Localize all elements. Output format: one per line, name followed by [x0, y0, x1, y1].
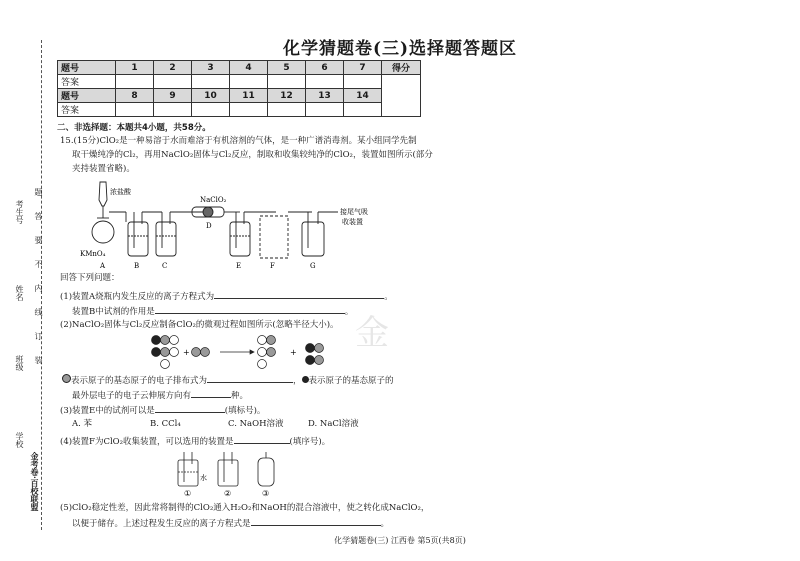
table-cell: 11 — [230, 89, 268, 103]
blank[interactable] — [155, 304, 345, 314]
part1-text: (1)装置A烧瓶内发生反应的离子方程式为 — [60, 292, 215, 302]
label-exam-no: 考生号 — [15, 200, 24, 224]
answer-cell[interactable] — [154, 103, 192, 117]
bottle-e — [230, 222, 250, 256]
part4-line — [60, 434, 330, 449]
answer-cell[interactable] — [154, 75, 192, 89]
answer-cell[interactable] — [306, 75, 344, 89]
label-school: 学校 — [15, 432, 24, 448]
circled-2: ② — [224, 489, 232, 498]
answer-cell[interactable] — [344, 75, 382, 89]
score-cell[interactable] — [382, 75, 421, 117]
letter-f: F — [270, 262, 275, 270]
flask-a — [92, 221, 114, 243]
part2-text: (2)NaClO₂固体与Cl₂反应制备ClO₂的微观过程如图所示(忽略半径大小)。 — [60, 320, 339, 330]
answer-cell[interactable] — [116, 75, 154, 89]
blank[interactable] — [251, 516, 381, 526]
option-c: C. NaOH溶液 — [228, 419, 284, 429]
label-class: 班级 — [15, 355, 24, 371]
bottle-g — [302, 222, 324, 256]
part2-line1a: 表示原子的基态原子的电子排布式为 — [71, 376, 208, 386]
table-cell: 12 — [268, 89, 306, 103]
svg-text:+: + — [183, 348, 190, 357]
score-label: 得分 — [382, 61, 421, 75]
blank[interactable] — [207, 373, 293, 383]
black-atom-icon — [302, 376, 309, 383]
part2-line2-text: 最外层电子的电子云伸展方向有 — [72, 391, 192, 401]
part5-text: 以便于储存。上述过程发生反应的离子方程式是 — [72, 519, 251, 529]
blank[interactable] — [155, 403, 225, 413]
table-cell: 14 — [344, 89, 382, 103]
part3-suffix: (填标号)。 — [224, 406, 266, 416]
table-cell: 9 — [154, 89, 192, 103]
table-cell: 13 — [306, 89, 344, 103]
option-b: B. CCl₄ — [150, 419, 181, 429]
table-cell: 2 — [154, 61, 192, 75]
apparatus-diagram — [80, 178, 400, 270]
option-d: D. NaCl溶液 — [308, 419, 359, 429]
part5-line2: 以便于储存。上述过程发生反应的离子方程式是 。 — [72, 516, 389, 531]
blank[interactable] — [234, 434, 290, 444]
blank[interactable] — [214, 289, 384, 299]
q15-intro-line1: 15.(15分)ClO₂是一种易溶于水而难溶于有机溶剂的气体，是一种广谱消毒剂。某小组同学先制 — [60, 136, 417, 146]
part4-text: (4)装置F为ClO₂收集装置，可以选用的装置是 — [60, 437, 234, 447]
part1-line2: 装置B中试剂的作用是 。 — [72, 304, 353, 319]
answer-cell[interactable] — [344, 103, 382, 117]
seal-text-5: 内 — [34, 284, 43, 292]
brand-label: 金考卷·百校联盟 — [30, 452, 40, 511]
label-kmno4: KMnO₄ — [80, 250, 106, 258]
answer-cell[interactable] — [192, 75, 230, 89]
table-cell: 8 — [116, 89, 154, 103]
q15-intro-line3: 夹持装置省略)。 — [72, 164, 135, 174]
part2-line1b: 表示原子的基态原子的 — [308, 376, 394, 386]
circled-3: ③ — [262, 489, 270, 498]
table-label: 答案 — [58, 75, 116, 89]
circled-1: ① — [184, 489, 192, 498]
seal-text-7: 订 — [34, 332, 43, 340]
part3-text: (3)装置E中的试剂可以是 — [60, 406, 155, 416]
label-hcl: 浓盐酸 — [110, 188, 131, 196]
seal-text-3: 要 — [34, 236, 43, 244]
seal-text-1: 题 — [34, 188, 43, 196]
label-water: 水 — [200, 474, 207, 482]
page-footer: 化学猜题卷(三) 江西卷 第5页(共8页) — [334, 536, 466, 545]
answer-cell[interactable] — [268, 75, 306, 89]
table-cell: 10 — [192, 89, 230, 103]
part4-suffix: (填序号)。 — [289, 437, 331, 447]
micro-process-diagram — [150, 334, 340, 374]
letter-e: E — [236, 262, 242, 270]
label-tail: 接尾气吸 — [340, 208, 368, 216]
answer-table — [57, 60, 421, 117]
page-title: 化学猜题卷(三)选择题答题区 — [282, 39, 518, 59]
label-tail2: 收装置 — [342, 218, 363, 226]
answer-prompt: 回答下列问题： — [60, 273, 120, 283]
part5-line1: (5)ClO₂稳定性差，因此常将制得的ClO₂通入H₂O₂和NaOH的混合溶液中，使之转化成NaClO₂， — [60, 503, 430, 513]
seal-text-2: 答 — [34, 212, 43, 220]
gray-atom-icon — [62, 374, 71, 383]
box-f — [260, 216, 288, 258]
part2-line2 — [72, 388, 248, 403]
table-label: 题号 — [58, 61, 116, 75]
part1-line1: (1)装置A烧瓶内发生反应的离子方程式为 。 — [60, 289, 393, 304]
table-label: 答案 — [58, 103, 116, 117]
label-naclo2: NaClO₂ — [200, 196, 227, 204]
part3-line — [60, 403, 265, 418]
section-header: 二、非选择题：本题共4小题，共58分。 — [57, 123, 211, 133]
label-name: 姓名 — [15, 285, 24, 301]
part2-line2-suffix: 种。 — [231, 391, 249, 401]
bottle-c — [156, 222, 176, 256]
collection-devices — [172, 450, 282, 498]
table-label: 题号 — [58, 89, 116, 103]
letter-b: B — [134, 262, 140, 270]
watermark-logo: 金 — [355, 313, 389, 353]
part2-line1: 表示原子的基态原子的电子排布式为 ， 表示原子的基态原子的 — [62, 373, 394, 388]
seal-text-4: 不 — [34, 260, 43, 268]
answer-cell[interactable] — [230, 103, 268, 117]
letter-c: C — [162, 262, 168, 270]
letter-a: A — [100, 262, 106, 270]
q15-intro-line2: 取干燥纯净的Cl₂，再用NaClO₂固体与Cl₂反应，制取和收集较纯净的ClO₂，装置如图所示(部分 — [72, 150, 433, 160]
letter-d: D — [206, 222, 212, 230]
table-cell: 4 — [230, 61, 268, 75]
answer-cell[interactable] — [268, 103, 306, 117]
part1b-text: 装置B中试剂的作用是 — [72, 307, 155, 317]
svg-text:+: + — [290, 348, 297, 357]
seal-text-8: 装 — [34, 356, 43, 364]
table-cell: 5 — [268, 61, 306, 75]
option-a: A. 苯 — [72, 419, 93, 429]
answer-cell[interactable] — [230, 75, 268, 89]
answer-cell[interactable] — [306, 103, 344, 117]
dropping-funnel — [99, 182, 107, 206]
seal-text-6: 线 — [34, 308, 43, 316]
letter-g: G — [310, 262, 316, 270]
table-cell: 3 — [192, 61, 230, 75]
answer-cell[interactable] — [192, 103, 230, 117]
answer-cell[interactable] — [116, 103, 154, 117]
blank[interactable] — [191, 388, 231, 398]
table-cell: 1 — [116, 61, 154, 75]
table-cell: 6 — [306, 61, 344, 75]
bottle-b — [128, 222, 148, 256]
table-cell: 7 — [344, 61, 382, 75]
